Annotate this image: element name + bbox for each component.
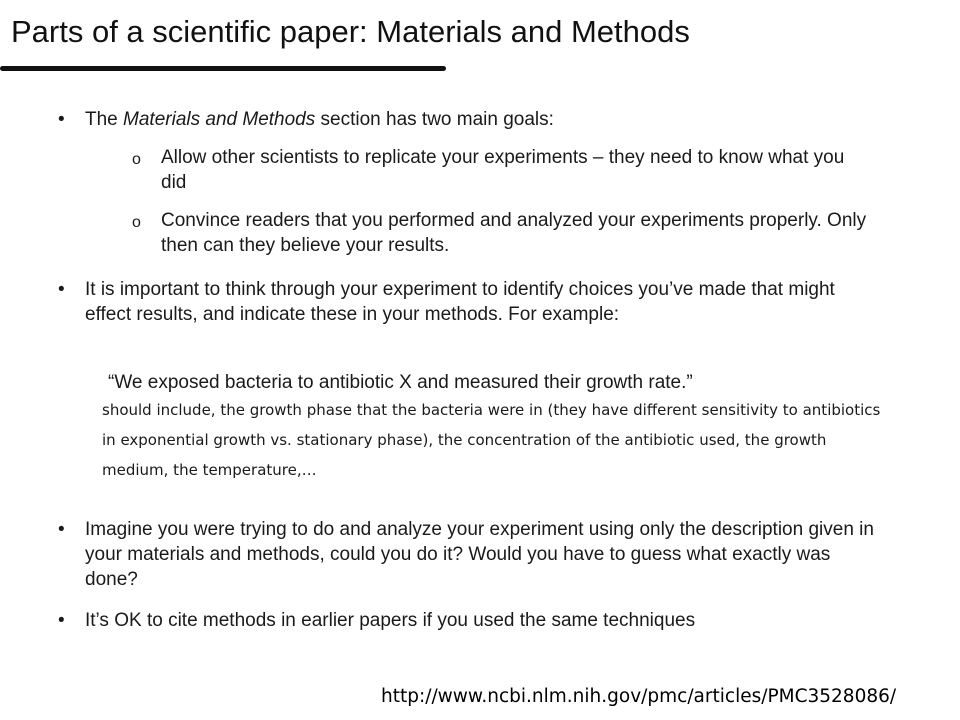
sub-bullet-marker: o <box>132 151 141 168</box>
bullet-marker: • <box>58 610 65 631</box>
bullet-goals-before: The <box>85 109 124 130</box>
bullet-cite-methods <box>58 608 925 633</box>
bullet-imagine-text: Imagine you were trying to do and analyze your experiment using only the description given in your materials and methods, could you do it? Would you have to guess what exactly was done? <box>85 519 874 590</box>
slide-title: Parts of a scientific paper: Materials and Methods <box>11 14 690 49</box>
bullet-marker: • <box>58 279 65 300</box>
bullet-think-through-text: It is important to think through your experiment to identify choices you’ve made that might effect results, and indicate these in your methods. For example: <box>85 279 835 325</box>
bullet-marker: • <box>58 109 65 130</box>
bullet-goals-after: section has two main goals: <box>315 109 554 130</box>
bullet-marker: • <box>58 519 65 540</box>
bullet-cite-methods-text: It’s OK to cite methods in earlier papers if you used the same techniques <box>85 610 696 631</box>
bullet-imagine <box>58 517 885 592</box>
sub-bullet-replicate-text: Allow other scientists to replicate your experiments – they need to know what you did <box>161 147 845 193</box>
sub-bullet-marker: o <box>132 214 141 231</box>
example-note: should include, the growth phase that the bacteria were in (they have different sensitivity to antibiotics in exponential growth vs. stationary phase), the concentration of the antibiotic used, the growth medium, the temperature,… <box>102 401 881 479</box>
sub-bullet-replicate <box>132 145 861 195</box>
title-underline <box>0 66 446 71</box>
example-quote: “We exposed bacteria to antibiotic X and measured their growth rate.” <box>108 372 693 393</box>
sub-bullet-convince <box>132 208 901 258</box>
source-url[interactable]: http://www.ncbi.nlm.nih.gov/pmc/articles/PMC3528086/ <box>381 686 897 707</box>
sub-bullet-convince-text: Convince readers that you performed and analyzed your experiments properly. Only then can they believe your results. <box>161 210 867 256</box>
bullet-goals <box>58 107 925 132</box>
bullet-goals-emphasis: Materials and Methods <box>123 109 316 130</box>
bullet-think-through <box>58 277 880 327</box>
